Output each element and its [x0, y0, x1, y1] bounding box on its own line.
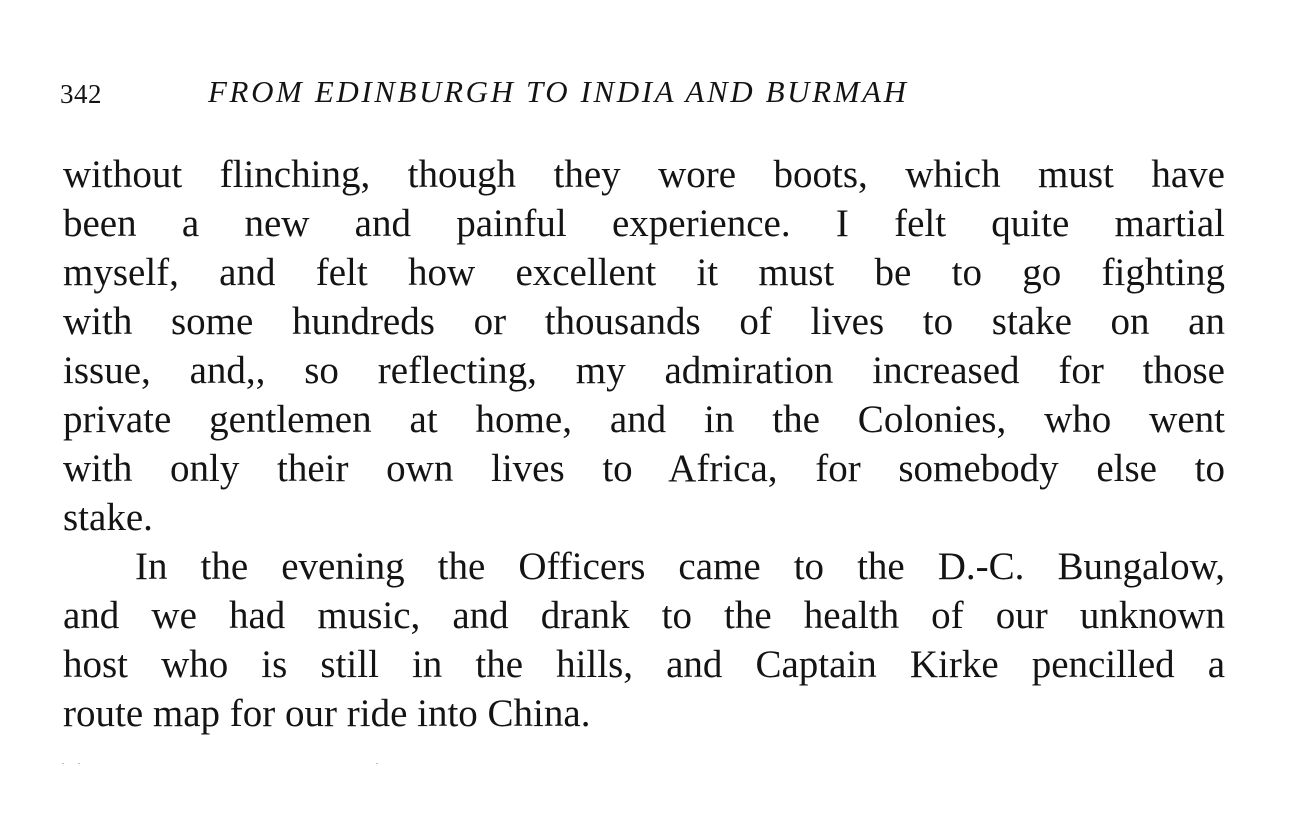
page-number: 342 — [60, 79, 102, 109]
paragraph — [63, 542, 1225, 738]
text-line: route map for our ride into China. — [63, 692, 591, 735]
scan-speck — [376, 763, 378, 764]
text-line: and we had music, and drank to the health of our unknown — [63, 594, 1225, 637]
text-line: private gentlemen at home, and in the Colonies, who went — [63, 398, 1225, 441]
text-line: stake. — [63, 496, 153, 539]
text-line: issue, and,, so reflecting, my admiration increased for those — [63, 349, 1225, 392]
scan-speck — [62, 763, 64, 764]
scan-speck — [78, 763, 80, 764]
running-title: FROM EDINBURGH TO INDIA AND BURMAH — [208, 74, 909, 109]
text-line: myself, and felt how excellent it must be to go fighting — [63, 251, 1225, 294]
text-line: In the evening the Officers came to the D.-C. Bungalow, — [135, 545, 1225, 588]
scan-specks — [62, 763, 392, 765]
paragraph — [63, 150, 1225, 542]
text-line: host who is still in the hills, and Captain Kirke pencilled a — [63, 643, 1225, 686]
text-line: been a new and painful experience. I felt quite martial — [63, 202, 1225, 245]
body-text — [63, 150, 1225, 738]
text-line: with some hundreds or thousands of lives to stake on an — [63, 300, 1225, 343]
text-line: with only their own lives to Africa, for somebody else to — [63, 447, 1225, 490]
running-header — [60, 74, 1230, 114]
text-line: without flinching, though they wore boots, which must have — [63, 153, 1225, 196]
